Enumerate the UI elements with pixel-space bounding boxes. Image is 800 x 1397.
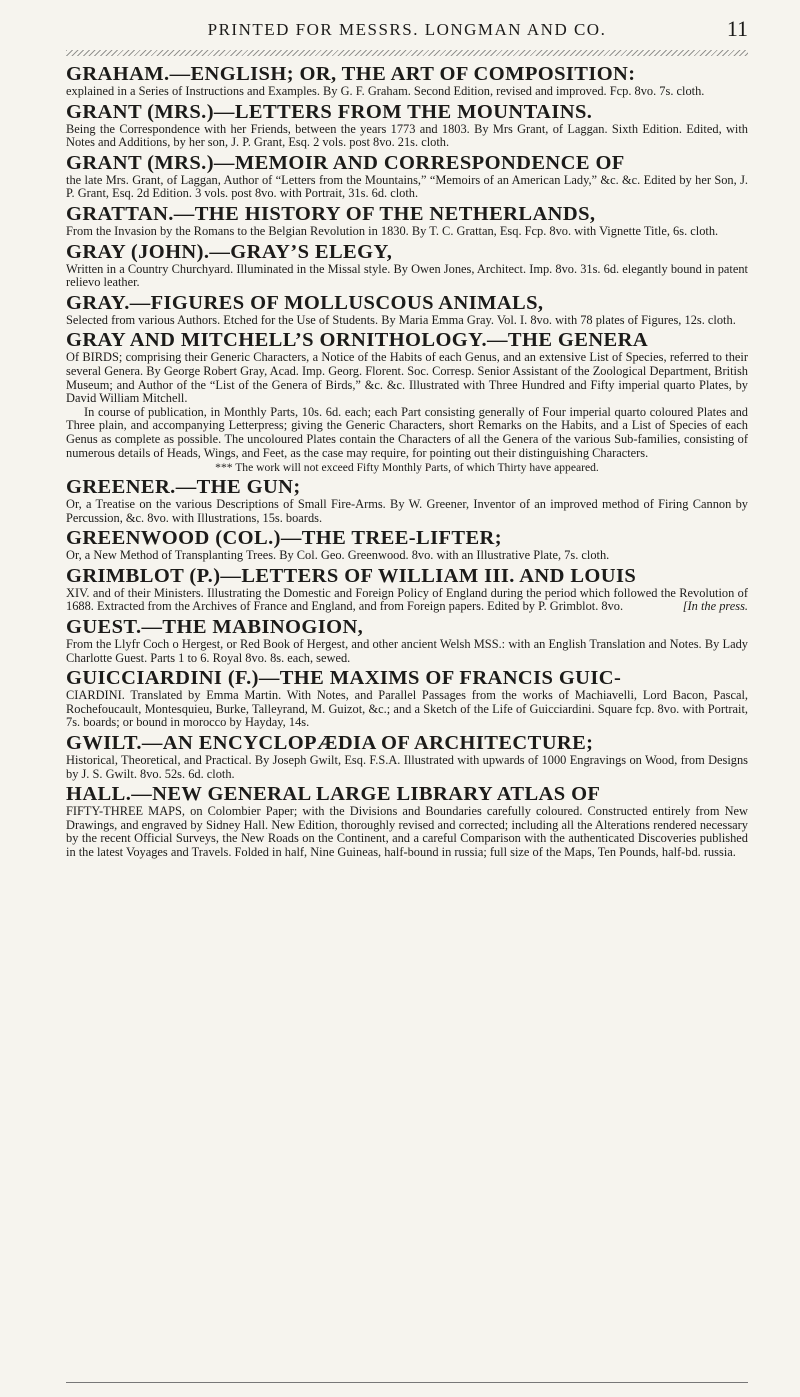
- entry-heading: GRIMBLOT (P.)—LETTERS OF WILLIAM III. AND LOUIS: [66, 565, 637, 587]
- entry-body: Or, a Treatise on the various Descriptions of Small Fire-Arms. By W. Greener, Inventor of an improved method of Firing Cannon by Percussion, &c. 8vo. with Illustrations, 15s. boards.: [66, 497, 748, 525]
- entry-heading: GRATTAN.—THE HISTORY OF THE NETHERLANDS,: [66, 203, 596, 225]
- entry-body: FIFTY-THREE MAPS, on Colombier Paper; with the Divisions and Boundaries carefully coloured. Constructed entirely from New Drawings, and engraved by Sidney Hall. New Edition, thoroughly revised and corrected; including all the Alterations rendered necessary by the recent Official Surveys, the New Roads on the Continent, and a careful Comparison with the authenticated Discoveries published in the latest Voyages and Travels. Folded in half, Nine Guineas, half-bound in russia; full size of the Maps, Ten Pounds, half-bd. russia.: [66, 804, 748, 859]
- entry-heading: GRAY (JOHN).—GRAY’S ELEGY,: [66, 241, 393, 263]
- entry-heading: GREENWOOD (COL.)—THE TREE-LIFTER;: [66, 528, 502, 550]
- running-title: PRINTED FOR MESSRS. LONGMAN AND CO.: [207, 20, 607, 39]
- entry-heading: GRANT (MRS.)—LETTERS FROM THE MOUNTAINS.: [66, 101, 593, 123]
- entry-grattan: [66, 204, 748, 239]
- entry-heading: GUICCIARDINI (F.)—THE MAXIMS OF FRANCIS GUIC-: [66, 668, 622, 690]
- entry-gwilt: [66, 733, 748, 781]
- entry-heading: GWILT.—AN ENCYCLOPÆDIA OF ARCHITECTURE;: [66, 733, 594, 755]
- entry-heading: GRANT (MRS.)—MEMOIR AND CORRESPONDENCE OF: [66, 152, 625, 174]
- entry-body: Being the Correspondence with her Friends, between the years 1773 and 1803. By Mrs Grant, of Laggan. Sixth Edition. Edited, with Notes and Additions, by her son, J. P. Grant, Esq. 2 vols. post 8vo. 21s. cloth.: [66, 121, 748, 150]
- entry-body: Of BIRDS; comprising their Generic Characters, a Notice of the Habits of each Genus, and an extensive List of Species, referred to their several Genera. By George Robert Gray, Acad. Imp. Georg. Florent. Soc. Corresp. Senior Assistant of the Zoological Department, British Museum; and Author of the “List of the Genera of Birds,” &c. &c. Illustrated with Three Hundred and Fifty imperial quarto Plates, by David William Mitchell.: [66, 350, 748, 406]
- bottom-rule: [66, 1382, 748, 1383]
- entry-gray-elegy: [66, 242, 748, 290]
- entry-body: Or, a New Method of Transplanting Trees. By Col. Geo. Greenwood. 8vo. with an Illustrative Plate, 7s. cloth.: [66, 548, 610, 563]
- entry-heading: GRAHAM.—ENGLISH; OR, THE ART OF COMPOSITION:: [66, 64, 636, 85]
- entry-heading: GRAY AND MITCHELL’S ORNITHOLOGY.—THE GENERA: [66, 330, 649, 352]
- entry-note: *** The work will not exceed Fifty Monthly Parts, of which Thirty have appeared.: [215, 461, 599, 475]
- entry-body-publication: In course of publication, in Monthly Parts, 10s. 6d. each; each Part consisting generally of Four imperial quarto coloured Plates and Three plain, and accompanying Letterpress; giving the Generic Characters, short Remarks on the Habits, and a List of Species of each Genus as complete as possible. The uncoloured Plates contain the Characters of all the Genera of the various Sub-families, consisting of numerous details of Heads, Wings, and Feet, as the case may require, for pointing out their distinguishing Characters.: [66, 404, 748, 460]
- entry-grant-memoir: [66, 153, 748, 201]
- entry-body: CIARDINI. Translated by Emma Martin. With Notes, and Parallel Passages from the works of Machiavelli, Lord Bacon, Pascal, Rochefoucault, Montesquieu, Burke, Talleyrand, M. Guizot, &c.; and a Sketch of the Life of Guicciardini. Square fcp. 8vo. with Portrait, 7s. boards; or bound in morocco by Hayday, 14s.: [66, 688, 748, 730]
- entry-heading: HALL.—NEW GENERAL LARGE LIBRARY ATLAS OF: [66, 784, 601, 806]
- entry-hall: [66, 784, 748, 859]
- entry-guicciardini: [66, 668, 748, 730]
- press-note: [In the press.: [682, 599, 748, 614]
- entry-gray-ornithology: [66, 330, 748, 474]
- entry-grant-letters: [66, 102, 748, 150]
- entry-heading: GREENER.—THE GUN;: [66, 477, 301, 499]
- entry-graham: [66, 64, 748, 99]
- decorative-rule: [66, 50, 748, 56]
- entry-gray-molluscous: [66, 293, 748, 328]
- page-number: 11: [726, 16, 748, 41]
- entry-body: XIV. and of their Ministers. Illustrating the Domestic and Foreign Policy of England during the period which followed the Revolution of 1688. Extracted from the Archives of France and England, and from Foreign papers. Edited by P. Grimblot. 8vo.: [66, 585, 748, 614]
- entry-body: Historical, Theoretical, and Practical. By Joseph Gwilt, Esq. F.S.A. Illustrated with upwards of 1000 Engravings on Wood, from Designs by J. S. Gwilt. 8vo. 52s. 6d. cloth.: [66, 753, 748, 781]
- entry-heading: GUEST.—THE MABINOGION,: [66, 617, 364, 639]
- entry-body: From the Llyfr Coch o Hergest, or Red Book of Hergest, and other ancient Welsh MSS.: with an English Translation and Notes. By Lady Charlotte Guest. Parts 1 to 6. Royal 8vo. 8s. each, sewed.: [66, 637, 748, 665]
- entry-body: Written in a Country Churchyard. Illuminated in the Missal style. By Owen Jones, Architect. Imp. 8vo. 31s. 6d. elegantly bound in patent relievo leather.: [66, 261, 748, 290]
- running-head: [66, 0, 748, 50]
- entry-body: the late Mrs. Grant, of Laggan, Author of “Letters from the Mountains,” “Memoirs of an American Lady,” &c. &c. Edited by her Son, J. P. Grant, Esq. 2d Edition. 3 vols. post 8vo. with Portrait, 31s. 6d. cloth.: [66, 172, 748, 201]
- entry-grimblot: [66, 566, 748, 614]
- entry-heading: GRAY.—FIGURES OF MOLLUSCOUS ANIMALS,: [66, 292, 544, 314]
- entry-greenwood: [66, 528, 748, 563]
- entry-body: explained in a Series of Instructions and Examples. By G. F. Graham. Second Edition, revised and improved. Fcp. 8vo. 7s. cloth.: [66, 84, 705, 98]
- entry-body: Selected from various Authors. Etched for the Use of Students. By Maria Emma Gray. Vol. I. 8vo. with 78 plates of Figures, 12s. cloth.: [66, 312, 736, 327]
- entry-body-wrap: [66, 587, 748, 614]
- entry-greener: [66, 477, 748, 525]
- entry-guest: [66, 617, 748, 665]
- entry-body: From the Invasion by the Romans to the Belgian Revolution in 1830. By T. C. Grattan, Esq. Fcp. 8vo. with Vignette Title, 6s. cloth.: [66, 223, 719, 238]
